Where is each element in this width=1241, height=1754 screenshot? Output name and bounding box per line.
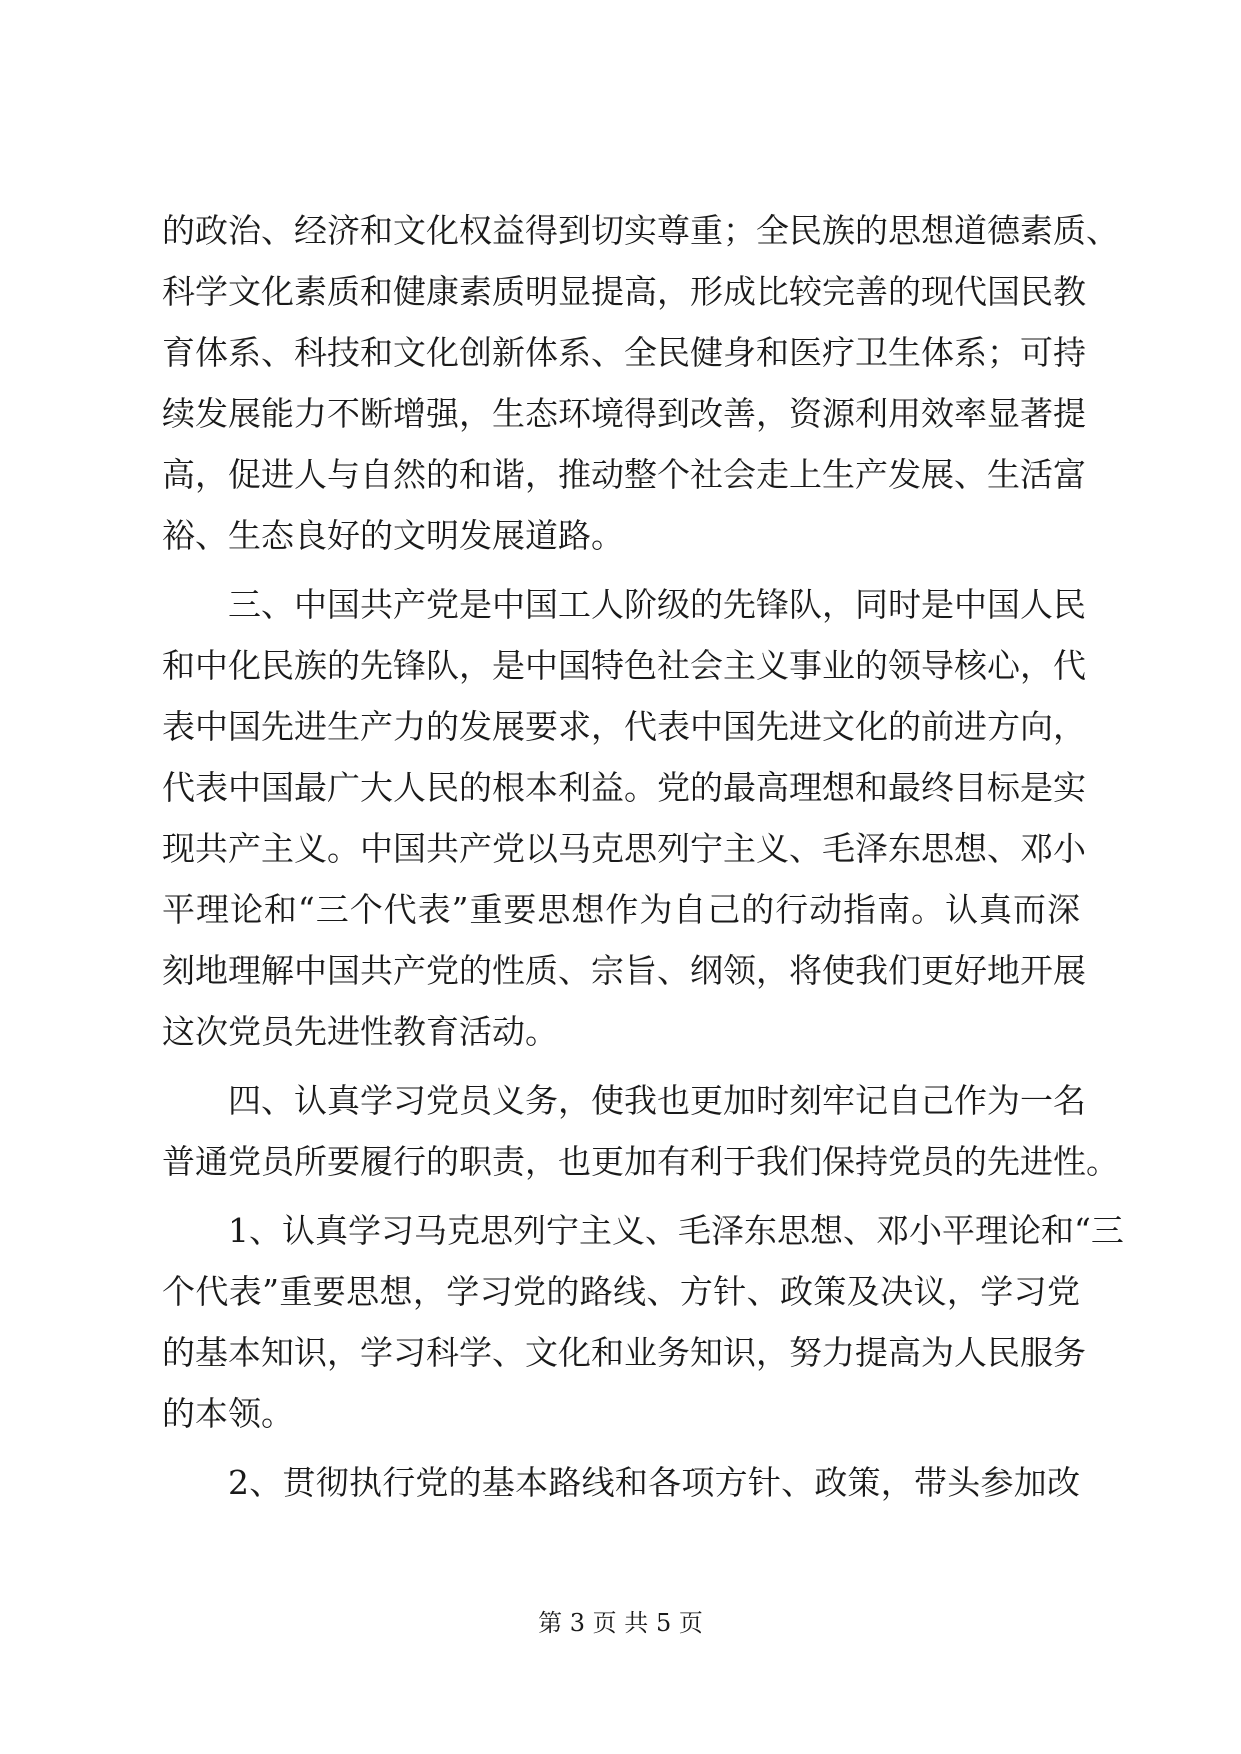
paragraph-start-line: 1、认真学习马克思列宁主义、毛泽东思想、邓小平理论和“三 bbox=[228, 1211, 1124, 1250]
text-line: 个代表”重要思想，学习党的路线、方针、政策及决议，学习党 bbox=[162, 1272, 1080, 1311]
text-line: 和中化民族的先锋队，是中国特色社会主义事业的领导核心，代 bbox=[162, 646, 1086, 685]
text-line: 这次党员先进性教育活动。 bbox=[162, 1012, 558, 1051]
text-line: 的基本知识，学习科学、文化和业务知识，努力提高为人民服务 bbox=[162, 1333, 1086, 1372]
paragraph-start-line: 三、中国共产党是中国工人阶级的先锋队，同时是中国人民 bbox=[228, 585, 1086, 624]
text-line: 普通党员所要履行的职责，也更加有利于我们保持党员的先进性。 bbox=[162, 1142, 1119, 1181]
text-line: 现共产主义。中国共产党以马克思列宁主义、毛泽东思想、邓小 bbox=[162, 829, 1086, 868]
paragraph-start-line: 2、贯彻执行党的基本路线和各项方针、政策，带头参加改 bbox=[228, 1463, 1080, 1502]
text-line: 育体系、科技和文化创新体系、全民健身和医疗卫生体系；可持 bbox=[162, 333, 1086, 372]
paragraph-start-line: 四、认真学习党员义务，使我也更加时刻牢记自己作为一名 bbox=[228, 1081, 1086, 1120]
text-line: 科学文化素质和健康素质明显提高，形成比较完善的现代国民教 bbox=[162, 272, 1086, 311]
text-line: 高，促进人与自然的和谐，推动整个社会走上生产发展、生活富 bbox=[162, 455, 1086, 494]
text-line: 刻地理解中国共产党的性质、宗旨、纲领，将使我们更好地开展 bbox=[162, 951, 1086, 990]
text-line: 续发展能力不断增强，生态环境得到改善，资源利用效率显著提 bbox=[162, 394, 1086, 433]
text-line: 平理论和“三个代表”重要思想作为自己的行动指南。认真而深 bbox=[162, 890, 1080, 929]
text-line: 代表中国最广大人民的根本利益。党的最高理想和最终目标是实 bbox=[162, 768, 1086, 807]
page-number-footer: 第 3 页 共 5 页 bbox=[538, 1609, 703, 1637]
text-line: 表中国先进生产力的发展要求，代表中国先进文化的前进方向， bbox=[162, 707, 1086, 746]
text-line: 的本领。 bbox=[162, 1394, 294, 1433]
text-line: 裕、生态良好的文明发展道路。 bbox=[162, 516, 624, 555]
text-line: 的政治、经济和文化权益得到切实尊重；全民族的思想道德素质、 bbox=[162, 211, 1119, 250]
